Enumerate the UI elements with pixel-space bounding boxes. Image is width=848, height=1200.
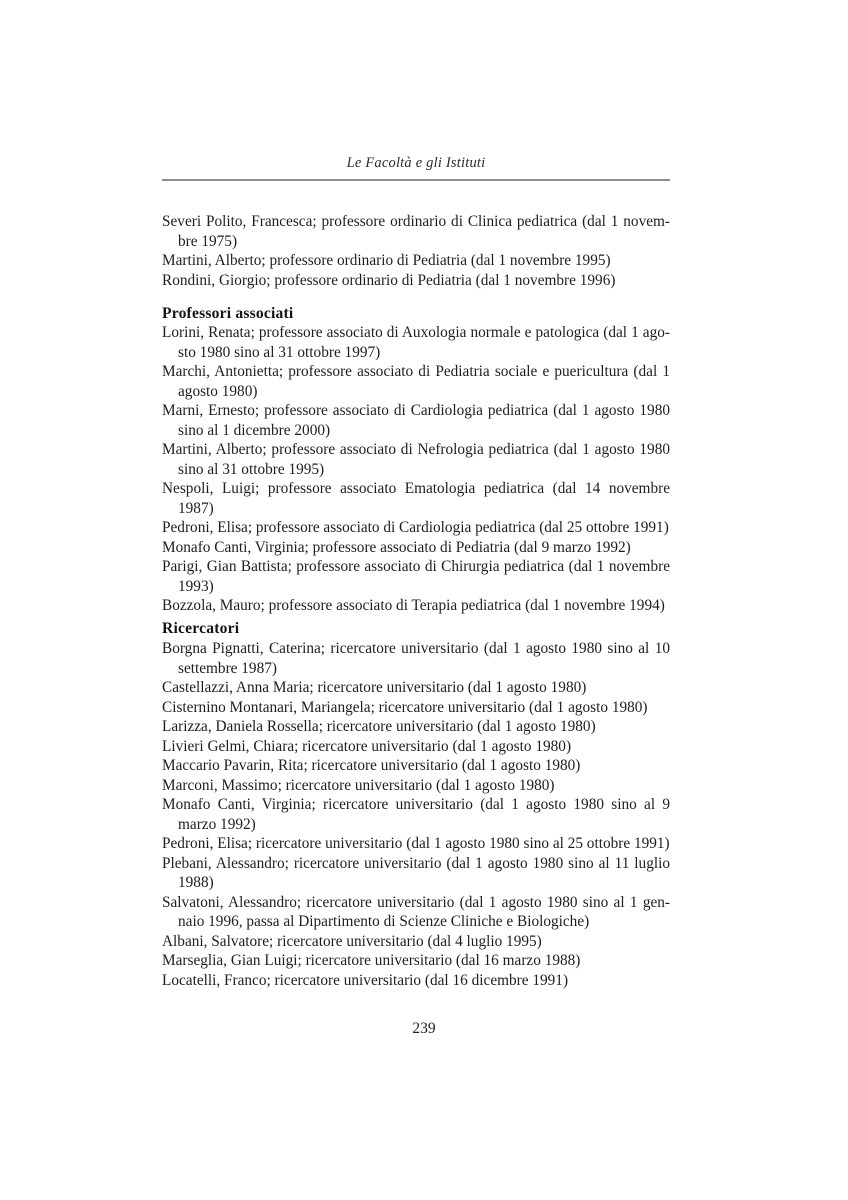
entry-line: Marconi, Massimo; ricercatore universitario (dal 1 agosto 1980)	[162, 776, 555, 794]
entry-line: Martini, Alberto; professore ordinario di Pediatria (dal 1 novembre 1995)	[162, 252, 611, 269]
directory-entry	[162, 854, 670, 893]
entry-line: Monafo Canti, Virginia; professore associato di Pediatria (dal 9 marzo 1992)	[162, 538, 631, 556]
entry-line: sino al 31 ottobre 1995)	[178, 460, 325, 478]
entry-line: 1988)	[178, 874, 214, 891]
directory-entry	[162, 737, 670, 757]
ricercatori-entries	[162, 639, 670, 990]
entry-line: Nespoli, Luigi; professore associato Ematologia pediatrica (dal 14 novembre	[162, 480, 670, 497]
directory-entry	[162, 479, 670, 518]
entry-line: Livieri Gelmi, Chiara; ricercatore universitario (dal 1 agosto 1980)	[162, 737, 572, 755]
entry-line: Monafo Canti, Virginia; ricercatore universitario (dal 1 agosto 1980 sino al 9	[162, 796, 670, 813]
directory-entry	[162, 251, 670, 271]
directory-entry	[162, 951, 670, 971]
directory-entry	[162, 518, 670, 538]
entry-line: Marseglia, Gian Luigi; ricercatore universitario (dal 16 marzo 1988)	[162, 952, 581, 969]
entry-line: Severi Polito, Francesca; professore ordinario di Clinica pediatrica (dal 1 novem-	[162, 213, 670, 230]
entry-line: bre 1975)	[178, 232, 238, 250]
directory-entry	[162, 557, 670, 596]
entry-line: Marchi, Antonietta; professore associato di Pediatria sociale e puericultura (dal 1	[162, 363, 670, 380]
entry-line: Parigi, Gian Battista; professore associato di Chirurgia pediatrica (dal 1 novembre	[162, 558, 670, 575]
entry-line: Albani, Salvatore; ricercatore universitario (dal 4 luglio 1995)	[162, 932, 542, 950]
entry-line: Plebani, Alessandro; ricercatore universitario (dal 1 agosto 1980 sino al 11 luglio	[162, 854, 670, 872]
entry-line: agosto 1980)	[178, 382, 258, 400]
directory-entry	[162, 271, 670, 291]
entry-line: Castellazzi, Anna Maria; ricercatore universitario (dal 1 agosto 1980)	[162, 679, 587, 696]
directory-entry	[162, 834, 670, 854]
entry-line: Martini, Alberto; professore associato di Nefrologia pediatrica (dal 1 agosto 1980	[162, 441, 670, 458]
entry-line: Locatelli, Franco; ricercatore universitario (dal 16 dicembre 1991)	[162, 971, 569, 989]
directory-entry	[162, 971, 670, 991]
entry-line: Larizza, Daniela Rossella; ricercatore universitario (dal 1 agosto 1980)	[162, 718, 596, 735]
entry-line: sto 1980 sino al 31 ottobre 1997)	[178, 343, 381, 361]
directory-entry	[162, 678, 670, 698]
directory-entry	[162, 795, 670, 834]
directory-entry	[162, 932, 670, 952]
header-rule	[162, 179, 670, 181]
running-head-title: Le Facoltà e gli Istituti	[346, 155, 486, 171]
entry-line: Cisternino Montanari, Mariangela; ricercatore universitario (dal 1 agosto 1980)	[162, 698, 648, 716]
professori-ordinari-entries	[162, 212, 670, 290]
directory-entry	[162, 893, 670, 932]
entry-line: Rondini, Giorgio; professore ordinario di Pediatria (dal 1 novembre 1996)	[162, 271, 616, 289]
entry-line: Lorini, Renata; professore associato di Auxologia normale e patologica (dal 1 ago-	[162, 324, 670, 341]
entry-line: settembre 1987)	[178, 659, 277, 677]
entry-line: Salvatoni, Alessandro; ricercatore universitario (dal 1 agosto 1980 sino al 1 gen-	[162, 893, 670, 911]
section-heading-professori-associati: Professori associati	[162, 305, 294, 322]
entry-line: naio 1996, passa al Dipartimento di Scienze Cliniche e Biologiche)	[178, 913, 590, 930]
entry-line: sino al 1 dicembre 2000)	[178, 421, 331, 439]
directory-entry	[162, 639, 670, 678]
section-heading-ricercatori: Ricercatori	[162, 620, 240, 637]
entry-line: 1987)	[178, 499, 214, 517]
entry-line: Bozzola, Mauro; professore associato di Terapia pediatrica (dal 1 novembre 1994)	[162, 597, 665, 614]
directory-entry	[162, 717, 670, 737]
entry-line: 1993)	[178, 577, 214, 595]
entry-line: Pedroni, Elisa; ricercatore universitario (dal 1 agosto 1980 sino al 25 ottobre 1991)	[162, 835, 670, 852]
page-number: 239	[412, 1020, 436, 1037]
entry-line: Pedroni, Elisa; professore associato di Cardiologia pediatrica (dal 25 ottobre 1991)	[162, 519, 669, 536]
directory-entry	[162, 212, 670, 251]
directory-entry	[162, 440, 670, 479]
directory-entry	[162, 596, 670, 616]
directory-entry	[162, 698, 670, 718]
directory-entry	[162, 323, 670, 362]
entry-line: Maccario Pavarin, Rita; ricercatore universitario (dal 1 agosto 1980)	[162, 757, 581, 774]
entry-line: Borgna Pignatti, Caterina; ricercatore universitario (dal 1 agosto 1980 sino al 10	[162, 640, 670, 657]
professori-associati-entries	[162, 323, 670, 616]
directory-entry	[162, 538, 670, 558]
entry-line: marzo 1992)	[178, 815, 256, 833]
directory-entry	[162, 401, 670, 440]
directory-entry	[162, 756, 670, 776]
directory-entry	[162, 362, 670, 401]
directory-entry	[162, 776, 670, 796]
entry-line: Marni, Ernesto; professore associato di Cardiologia pediatrica (dal 1 agosto 1980	[162, 402, 670, 419]
